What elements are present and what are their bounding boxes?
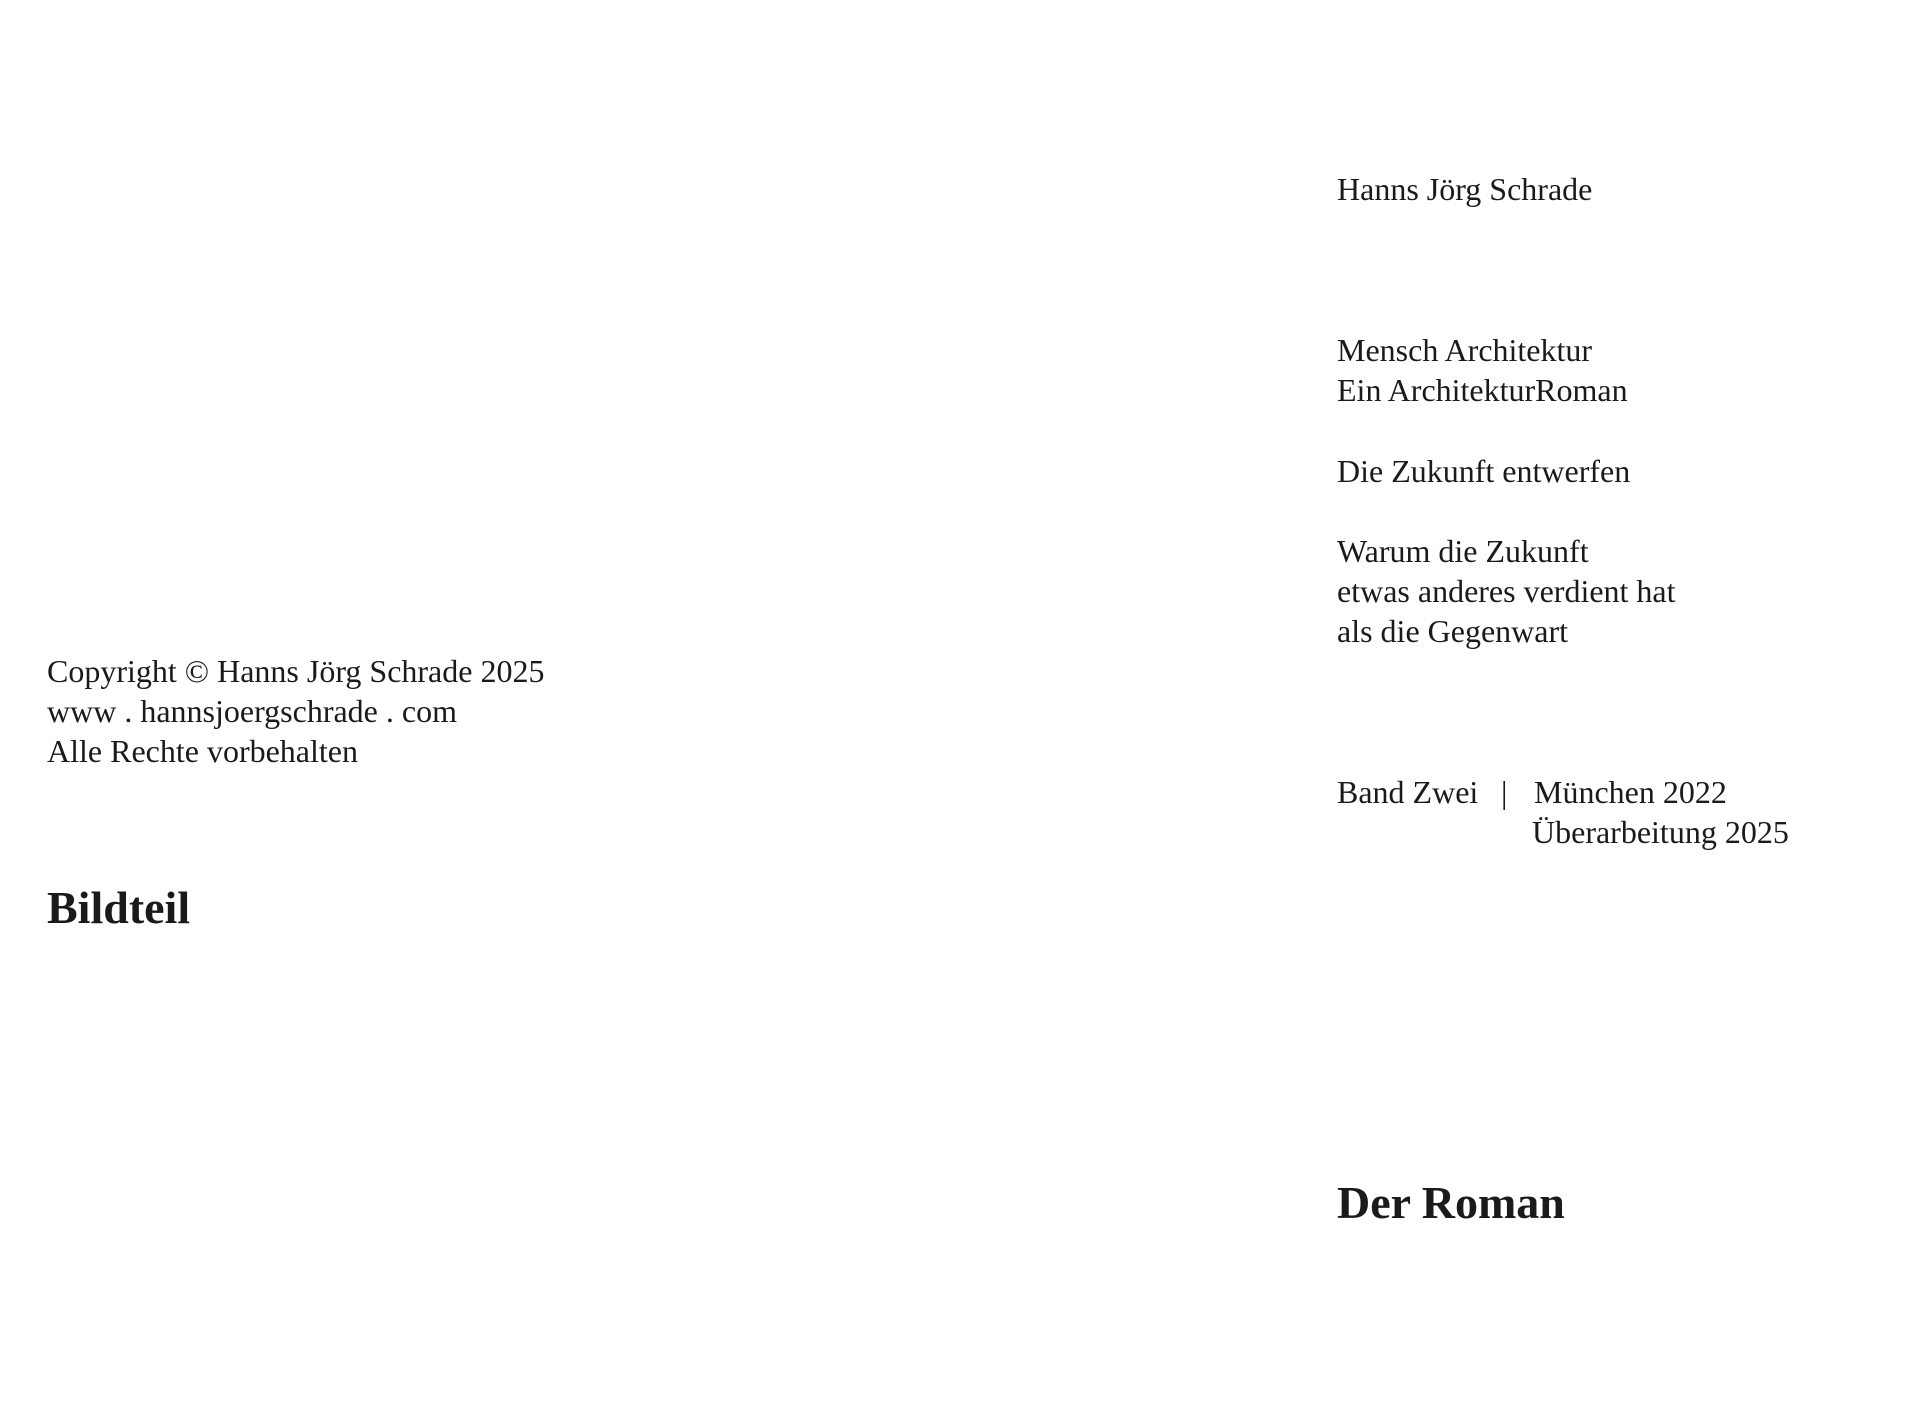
right-page — [960, 0, 1920, 1406]
book-title: Mensch Architektur — [1337, 332, 1593, 368]
volume-label: Band Zwei — [1337, 774, 1479, 810]
tagline-line: etwas anderes verdient hat — [1337, 573, 1676, 609]
tagline-block — [1337, 531, 1676, 651]
book-title-block — [1337, 330, 1628, 410]
copyright-block — [47, 651, 544, 771]
author-name: Hanns Jörg Schrade — [1337, 171, 1593, 207]
edition-separator: | — [1501, 774, 1508, 810]
tagline-line: Warum die Zukunft — [1337, 533, 1589, 569]
website-url: www . hannsjoergschrade . com — [47, 693, 457, 729]
section-heading-roman: Der Roman — [1337, 1177, 1565, 1228]
book-subtitle: Die Zukunft entwerfen — [1337, 453, 1631, 489]
revision-year: Überarbeitung 2025 — [1532, 814, 1789, 850]
book-subtitle-block — [1337, 451, 1630, 491]
tagline-line: als die Gegenwart — [1337, 613, 1569, 649]
section-heading-bildteil: Bildteil — [47, 882, 191, 933]
copyright-notice: Copyright © Hanns Jörg Schrade 2025 — [47, 653, 545, 689]
rights-reserved: Alle Rechte vorbehalten — [47, 733, 358, 769]
book-genre: Ein ArchitekturRoman — [1337, 372, 1628, 408]
place-and-year: München 2022 — [1534, 774, 1727, 810]
